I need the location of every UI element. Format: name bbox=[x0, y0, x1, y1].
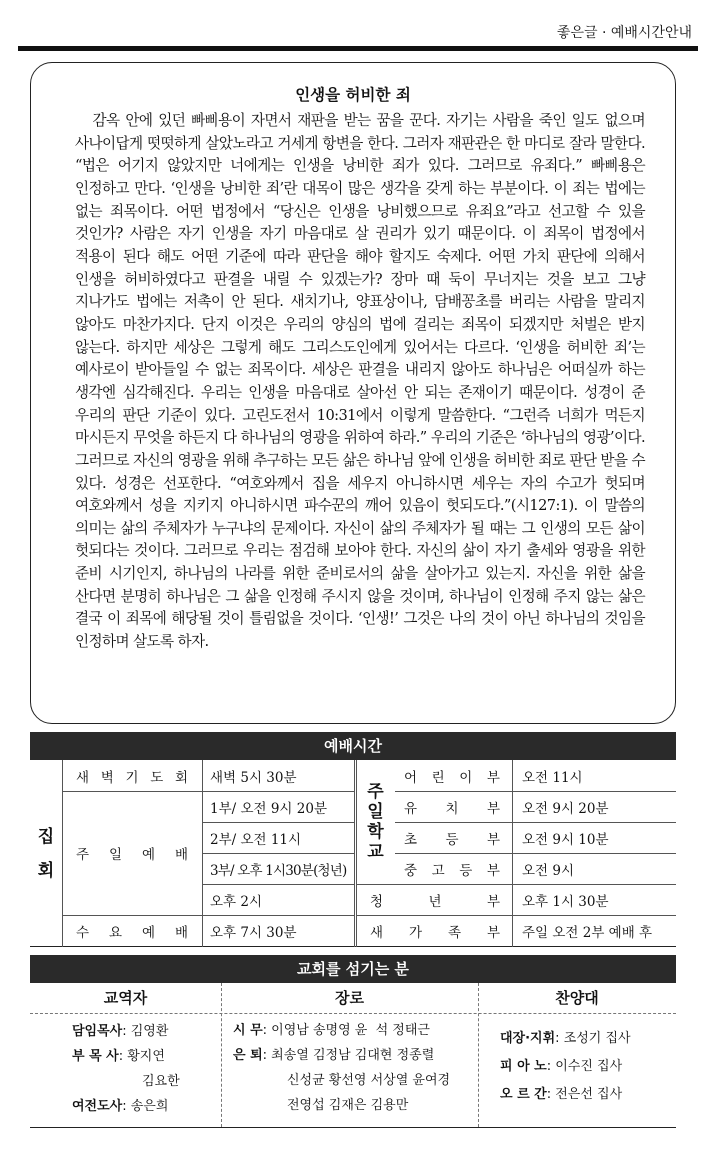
label-char: 일 bbox=[108, 847, 123, 863]
label-char: 집 bbox=[37, 826, 55, 847]
choir-row: 대장·지휘: 조성기 집사 bbox=[500, 1031, 631, 1046]
label-char: 부 bbox=[486, 831, 500, 848]
label-char: 주 bbox=[367, 782, 384, 802]
label-char: 교 bbox=[367, 842, 384, 862]
elder-row: 은 퇴: 최송열 김정남 김대현 정종렬 bbox=[233, 1048, 435, 1063]
label-char: 청 bbox=[370, 893, 384, 910]
role-label: 여전도사 bbox=[72, 1099, 123, 1114]
role-label: 시 무 bbox=[233, 1023, 263, 1038]
wednesday-worship-label bbox=[76, 915, 188, 947]
label-char: 린 bbox=[431, 769, 445, 786]
choir-heading: 찬양대 bbox=[555, 989, 599, 1007]
label-char: 족 bbox=[447, 925, 462, 941]
label-char: 벽 bbox=[100, 769, 114, 786]
label-char: 중 bbox=[404, 862, 418, 879]
dept-time: 오전 9시 10분 bbox=[522, 831, 609, 848]
sunday-school-label bbox=[356, 760, 395, 884]
person-names: 이영남 송명영 윤 석 정태근 bbox=[271, 1023, 430, 1038]
essay-title: 인생을 허비한 죄 bbox=[295, 86, 411, 104]
sunday-service-time: 2부/ 오전 11시 bbox=[210, 831, 302, 848]
dept-secondary-label bbox=[404, 853, 500, 884]
elder-row: 시 무: 이영남 송명영 윤 석 정태근 bbox=[233, 1023, 430, 1038]
dept-time: 주일 오전 2부 예배 후 bbox=[522, 925, 653, 941]
sunday-service-time: 1부/ 오전 9시 20분 bbox=[210, 800, 327, 817]
choir-row: 피 아 노: 이수진 집사 bbox=[500, 1059, 623, 1074]
ministers-heading: 교역자 bbox=[103, 989, 148, 1007]
label-char: 부 bbox=[486, 925, 500, 941]
grid-line bbox=[354, 760, 355, 947]
assembly-label bbox=[30, 760, 62, 947]
label-char: 부 bbox=[486, 769, 500, 786]
label-char: 기 bbox=[125, 769, 139, 786]
sunday-service-time: 3부/ 오후 1시30분(청년) bbox=[210, 862, 347, 879]
role-label: 은 퇴 bbox=[233, 1048, 263, 1063]
label-char: 학 bbox=[367, 822, 384, 842]
role-label: 부 목 사 bbox=[72, 1049, 119, 1064]
dept-newfamily-label bbox=[370, 915, 500, 947]
worship-times-table bbox=[30, 760, 676, 947]
label-char: 배 bbox=[174, 925, 188, 941]
label-char: 요 bbox=[108, 925, 123, 941]
elder-row bbox=[287, 1093, 408, 1118]
elder-row bbox=[287, 1068, 450, 1093]
label-char: 주 bbox=[76, 847, 90, 863]
label-char: 유 bbox=[404, 800, 418, 817]
label-char: 새 bbox=[76, 769, 90, 786]
minister-row bbox=[142, 1069, 180, 1094]
person-name: 전은선 집사 bbox=[555, 1087, 623, 1102]
role-label: 대장·지휘 bbox=[500, 1031, 556, 1046]
label-char: 치 bbox=[445, 800, 459, 817]
person-names: 전영섭 김재은 김용만 bbox=[287, 1098, 409, 1113]
person-name: 송은희 bbox=[130, 1099, 169, 1114]
dept-children-label bbox=[404, 760, 500, 791]
header-rule bbox=[18, 46, 698, 51]
worship-times-title: 예배시간 bbox=[30, 732, 676, 760]
servers-title: 교회를 섬기는 분 bbox=[30, 955, 676, 983]
grid-line bbox=[202, 760, 203, 947]
dept-time: 오전 9시 bbox=[522, 862, 575, 879]
dept-time: 오전 9시 20분 bbox=[522, 800, 609, 817]
header-divider bbox=[30, 1013, 676, 1014]
label-char: 초 bbox=[404, 831, 418, 848]
elders-heading: 장로 bbox=[335, 989, 364, 1007]
person-name: 조성기 집사 bbox=[563, 1031, 631, 1046]
role-label: 담임목사 bbox=[72, 1024, 123, 1039]
label-char: 일 bbox=[367, 802, 384, 822]
column-divider bbox=[221, 983, 222, 1127]
label-char: 예 bbox=[141, 847, 156, 863]
person-name: 김요한 bbox=[142, 1074, 180, 1089]
essay-box bbox=[30, 62, 676, 724]
essay-body: 감옥 안에 있던 빠삐용이 자면서 재판을 받는 꿈을 꾼다. 자기는 사람을 죽인 일도 없으며 사나이답게 떳떳하게 살았노라고 거세게 항변을 한다. 그러자 재판관은 한 마디로 잘라 말한다. “법은 어기지 않았지만 너에게는 인생을 낭비한 죄가 있다. 그러므로 유죄다.” 빠삐용은 인정하고 만다. ‘인생을 낭비한 죄’란 대목이 많은 생각을 갖게 하는 부분이다. 이 죄는 법에는 없는 죄목이다. 어떤 법정에서 “당신은 인생을 낭비했으므로 유죄요”라고 선고할 수 있을 것인가? 사람은 자기 인생을 자기 마음대로 살 권리가 있기 때문이다. 이 죄목이 법정에서 적용이 된다 해도 어떤 기준에 따라 판단을 해야 할지도 숙제다. 어떤 가치 판단에 의해서 인생을 허비하였다고 판결을 내릴 수 있겠는가? 장마 때 둑이 무너지는 것을 보고 그냥 지나가도 법에는 저촉이 안 된다. 새치기나, 양표상이나, 담배꽁초를 버리는 사람을 말리지 않아도 마찬가지다. 단지 이것은 우리의 양심의 법에 걸리는 죄목이 되겠지만 처벌은 받지 않는다. 하지만 세상은 그렇게 해도 그리스도인에게 있어서는 다르다. ‘인생을 허비한 죄’는 예사로이 받아들일 수 없는 죄목이다. 세상은 판결을 내리지 않아도 하나님은 어떠실까 하는 생각엔 심각해진다. 우리는 인생을 마음대로 살아선 안 되는 존재이기 때문이다. 성경이 준 우리의 판단 기준이 있다. 고린도전서 10:31에서 이렇게 말씀한다. “그런즉 너희가 먹든지 마시든지 무엇을 하든지 다 하나님의 영광을 위하여 하라.” 우리의 기준은 ‘하나님의 영광’이다. 그러므로 자신의 영광을 위해 추구하는 모든 삶은 하나님 앞에 인생을 허비한 죄로 판단 받을 수 있다. 성경은 선포한다. “여호와께서 집을 세우지 아니하시면 세우는 자의 수고가 헛되며 여호와께서 성을 지키지 아니하시면 파수꾼의 깨어 있음이 헛되도다.”(시127:1). 이 말씀의 의미는 삶의 주체자가 누구냐의 문제이다. 자신이 삶의 주체자가 될 때는 그 인생의 모든 삶이 헛되다는 것이다. 그러므로 우리는 점검해 보아야 한다. 자신의 삶이 자기 출세와 영광을 위한 준비 시기인지, 하나님의 나라를 위한 준비로서의 삶을 살아가고 있는지. 자신을 위한 삶을 산다면 분명히 하나님은 그 삶을 인정해 주시지 않을 것이며, 하나님이 인정해 주지 않는 삶은 결국 이 죄목에 해당될 것이 틀림없을 것이다. ‘인생!’ 그것은 나의 것이 아닌 하나님의 것임을 인정하며 살도록 하자. bbox=[75, 112, 650, 651]
label-char: 부 bbox=[486, 862, 500, 879]
role-label: 오 르 간 bbox=[500, 1087, 547, 1102]
grid-line bbox=[62, 760, 63, 947]
person-name: 이수진 집사 bbox=[555, 1059, 623, 1074]
dept-kindergarten-label bbox=[404, 791, 500, 822]
column-divider bbox=[478, 983, 479, 1127]
assembly-label-char bbox=[38, 827, 54, 881]
label-char: 예 bbox=[141, 925, 156, 941]
label-char: 가 bbox=[408, 925, 423, 941]
label-char: 회 bbox=[37, 860, 55, 881]
label-char: 도 bbox=[150, 769, 164, 786]
label-char: 부 bbox=[486, 893, 500, 910]
dept-time: 오후 1시 30분 bbox=[522, 893, 609, 910]
label-char: 회 bbox=[174, 769, 188, 786]
grid-line bbox=[512, 760, 513, 947]
label-char: 어 bbox=[404, 769, 418, 786]
minister-row: 담임목사: 김영환 bbox=[72, 1024, 169, 1039]
label-char: 부 bbox=[486, 800, 500, 817]
label-char: 등 bbox=[445, 831, 459, 848]
label-char: 등 bbox=[459, 862, 473, 879]
person-names: 최송열 김정남 김대현 정종렬 bbox=[271, 1048, 435, 1063]
sunday-worship-label bbox=[76, 791, 188, 915]
label-char: 새 bbox=[370, 925, 384, 941]
label-char: 배 bbox=[174, 847, 188, 863]
dept-youth-label bbox=[370, 884, 500, 915]
role-label: 피 아 노 bbox=[500, 1059, 547, 1074]
dawn-prayer-label bbox=[76, 760, 188, 791]
wednesday-worship-time: 오후 7시 30분 bbox=[210, 925, 297, 941]
label-char: 수 bbox=[76, 925, 90, 941]
servers-table bbox=[30, 983, 676, 1128]
choir-row: 오 르 간: 전은선 집사 bbox=[500, 1087, 623, 1102]
label-char: 고 bbox=[431, 862, 445, 879]
person-name: 김영환 bbox=[130, 1024, 169, 1039]
person-names: 신성균 황선영 서상열 윤여경 bbox=[287, 1073, 451, 1088]
dept-elementary-label bbox=[404, 822, 500, 853]
sunday-service-time: 오후 2시 bbox=[210, 893, 263, 910]
minister-row: 여전도사: 송은희 bbox=[72, 1099, 169, 1114]
minister-row: 부 목 사: 황지연 bbox=[72, 1049, 165, 1064]
dept-time: 오전 11시 bbox=[522, 769, 583, 786]
label-char: 이 bbox=[459, 769, 473, 786]
section-label: 좋은글 · 예배시간안내 bbox=[556, 25, 692, 41]
label-char: 년 bbox=[428, 893, 442, 910]
dawn-prayer-time: 새벽 5시 30분 bbox=[210, 769, 297, 786]
person-name: 황지연 bbox=[127, 1049, 165, 1064]
